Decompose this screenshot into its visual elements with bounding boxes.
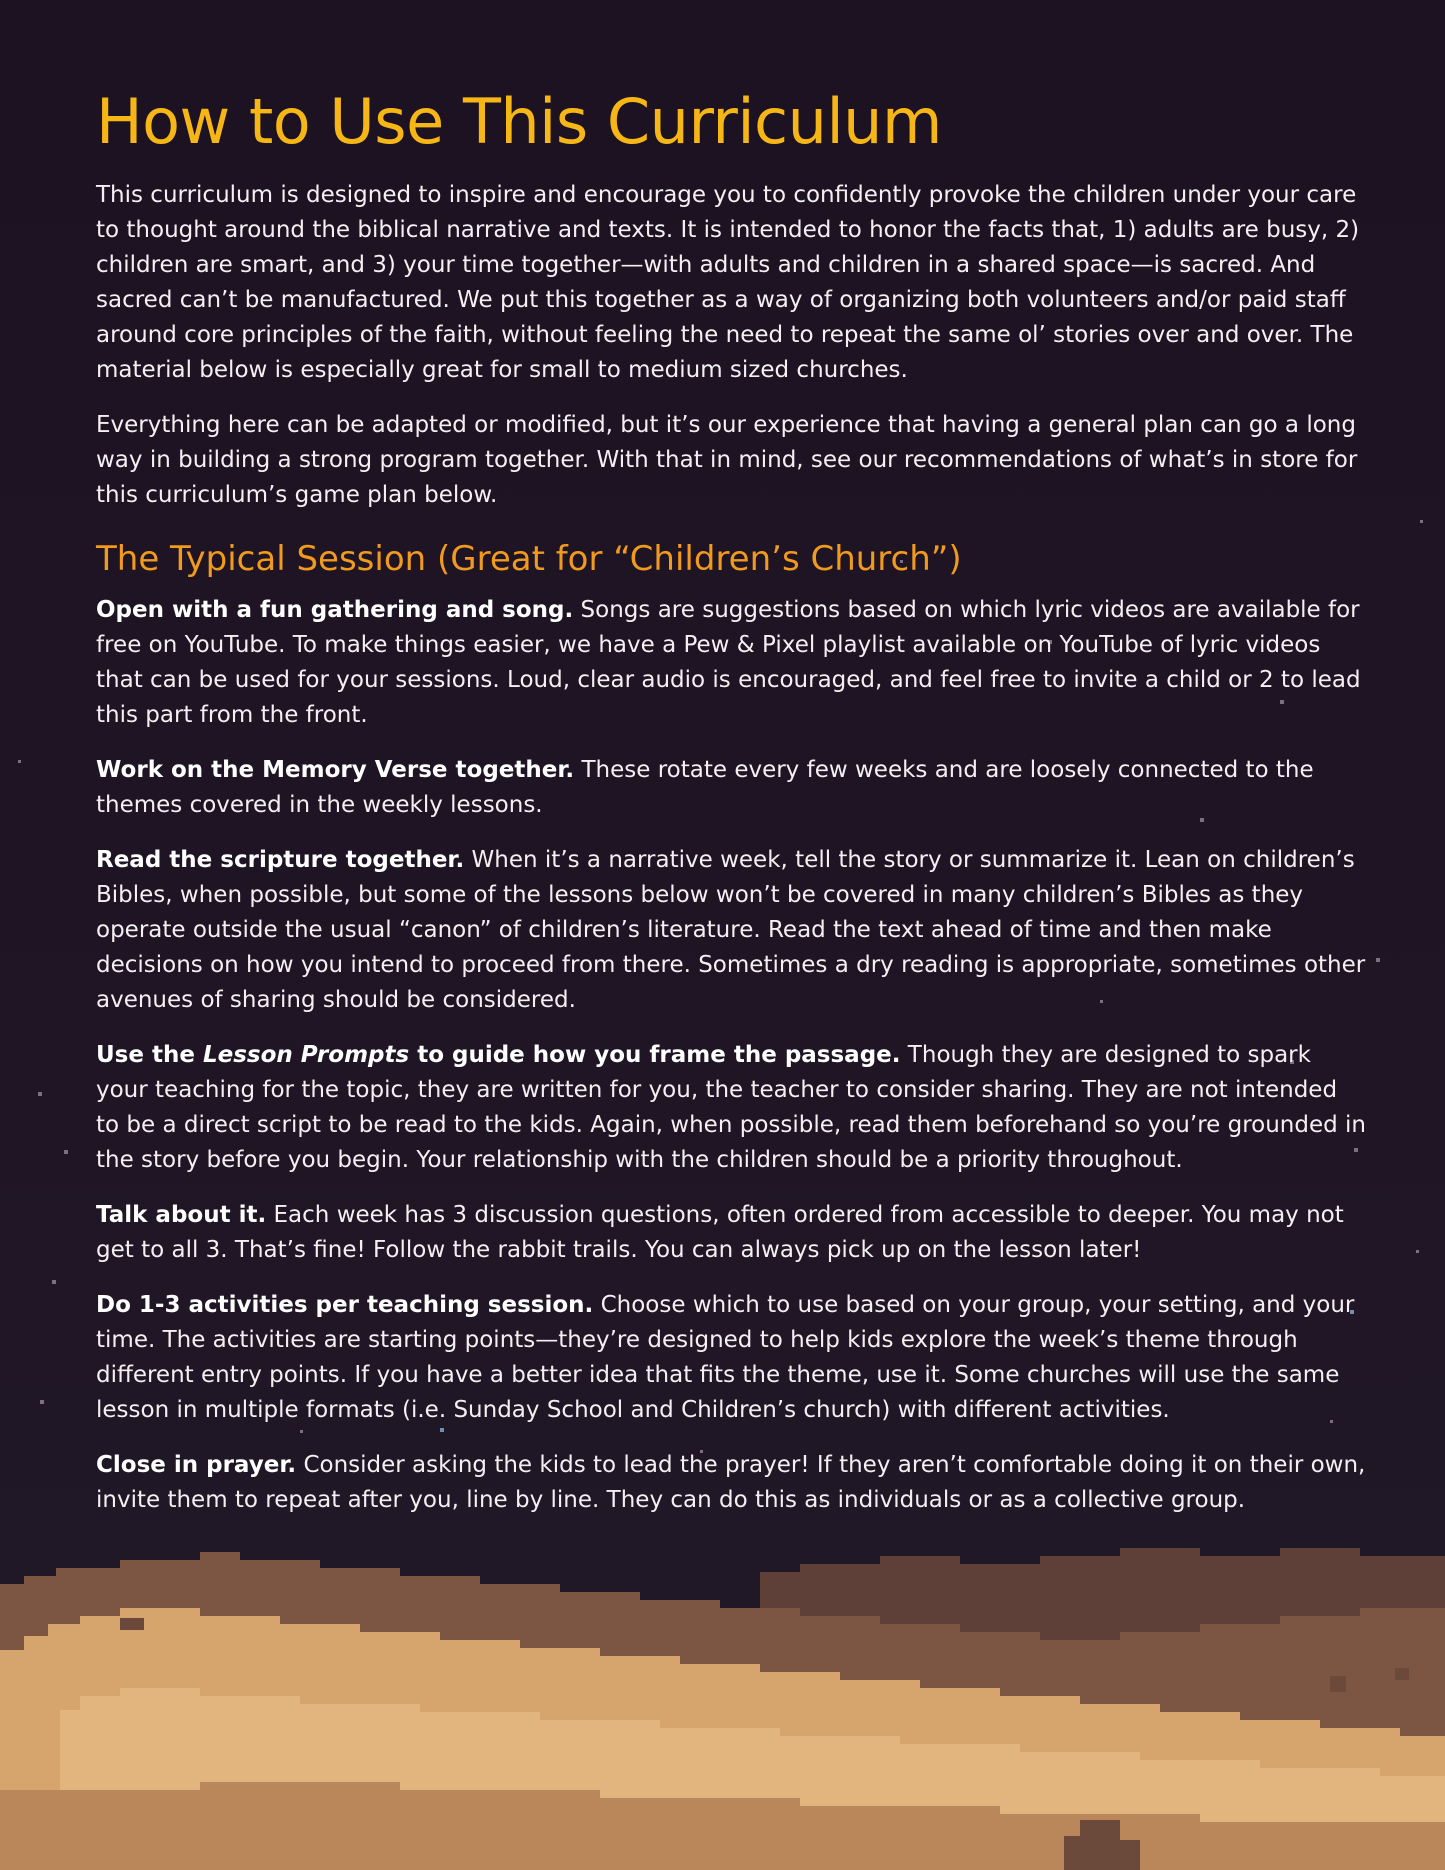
step-talk-about-it (96, 1198, 1366, 1268)
step-memory-verse (96, 753, 1366, 823)
step-lead: Do 1-3 activities per teaching session. (96, 1292, 594, 1318)
step-lead-post: to guide how you frame the passage. (409, 1042, 901, 1068)
step-text: These rotate every few weeks and are loosely connected to the themes covered in the weekly lessons. (96, 757, 1314, 818)
step-lead: Read the scripture together. (96, 847, 465, 873)
step-text: Choose which to use based on your group, your setting, and your time. The activities are starting points—they’re designed to help kids explore the week’s theme through different entry points. If you have a better idea that fits the theme, use it. Some churches will use the same lesson in multiple formats (i.e. Sunday School and Children’s church) with different activities. (96, 1292, 1355, 1423)
step-read-scripture (96, 843, 1366, 1018)
step-activities (96, 1288, 1366, 1428)
intro-paragraph-1: This curriculum is designed to inspire and encourage you to confidently provoke the children under your care to thought around the biblical narrative and texts. It is intended to honor the facts that, 1) adults are busy, 2) children are smart, and 3) your time together—with adults and children in a shared space—is sacred. And sacred can’t be manufactured. We put this together as a way of organizing both volunteers and/or paid staff around core principles of the faith, without feeling the need to repeat the same ol’ stories over and over. The material below is especially great for small to medium sized churches. (96, 182, 1360, 383)
step-lead: Talk about it. (96, 1202, 267, 1228)
pixel-desert-illustration (0, 1500, 1445, 1870)
step-text: Each week has 3 discussion questions, often ordered from accessible to deeper. You may not get to all 3. That’s fine! Follow the rabbit trails. You can always pick up on the lesson later! (96, 1202, 1344, 1263)
step-text: Consider asking the kids to lead the prayer! If they aren’t comfortable doing it on their own, invite them to repeat after you, line by line. They can do this as individuals or as a collective group. (96, 1452, 1366, 1513)
step-lead: Close in prayer. (96, 1452, 297, 1478)
session-heading: The Typical Session (Great for “Children’s Church”) (96, 539, 962, 579)
intro-paragraph-2: Everything here can be adapted or modified, but it’s our experience that having a general plan can go a long way in building a strong program together. With that in mind, see our recommendations of what’s in store for this curriculum’s game plan below. (96, 412, 1358, 508)
step-text: Songs are suggestions based on which lyric videos are available for free on YouTube. To make things easier, we have a Pew & Pixel playlist available on YouTube of lyric videos that can be used for your sessions. Loud, clear audio is encouraged, and feel free to invite a child or 2 to lead this part from the front. (96, 597, 1361, 728)
step-lesson-prompts (96, 1038, 1366, 1178)
step-lead: Work on the Memory Verse together. (96, 757, 575, 783)
article (96, 84, 1366, 1538)
step-lead (96, 1042, 901, 1068)
step-open-with-song (96, 593, 1366, 733)
step-lead-emphasis: Lesson Prompts (202, 1042, 410, 1068)
step-text: When it’s a narrative week, tell the story or summarize it. Lean on children’s Bibles, when possible, but some of the lessons below won’t be covered in many children’s Bibles as they operate outside the usual “canon” of children’s literature. Read the text ahead of time and then make decisions on how you intend to proceed from there. Sometimes a dry reading is appropriate, sometimes other avenues of sharing should be considered. (96, 847, 1366, 1013)
step-lead: Open with a fun gathering and song. (96, 597, 574, 623)
step-lead-pre: Use the (96, 1042, 203, 1068)
step-text: Though they are designed to spark your teaching for the topic, they are written for you, the teacher to consider sharing. They are not intended to be a direct script to be read to the kids. Again, when possible, read them beforehand so you’re grounded in the story before you begin. Your relationship with the children should be a priority throughout. (96, 1042, 1367, 1173)
page-title: How to Use This Curriculum (96, 85, 942, 158)
